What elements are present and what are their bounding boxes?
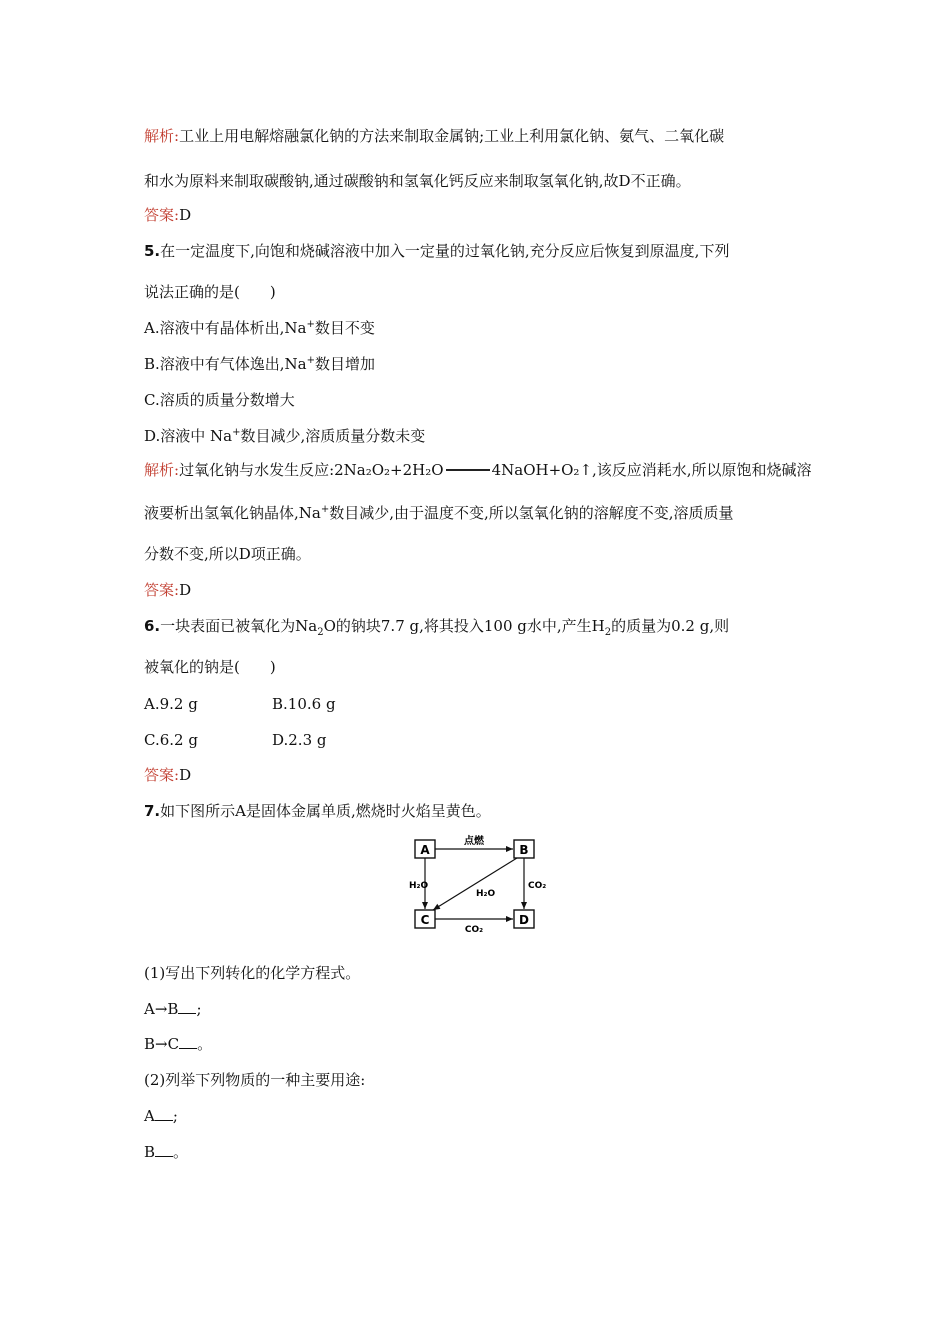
option-text: B.溶液中有气体逸出,Na: [144, 355, 307, 373]
analysis-label: 解析:: [144, 461, 180, 479]
q4-answer: [144, 205, 191, 225]
answer-value: D: [179, 766, 192, 784]
q6-option-c: C.6.2 g: [144, 731, 198, 749]
q7-sub2: (2)列举下列物质的一种主要用途:: [144, 1071, 366, 1089]
q5-stem-line1: [144, 241, 729, 261]
q5-stem-line2: 说法正确的是( ): [144, 283, 276, 301]
substance-label: A: [144, 1107, 155, 1125]
q5-analysis-line1: [144, 460, 812, 480]
equation-left: 2Na₂O₂+2H₂O: [334, 461, 444, 479]
option-sup: +: [306, 355, 316, 366]
answer-blank[interactable]: [178, 999, 196, 1014]
option-sup: +: [306, 319, 315, 330]
punctuation: 。: [173, 1143, 189, 1161]
question-number: 6.: [144, 617, 161, 635]
answer-blank[interactable]: [155, 1142, 173, 1157]
q7-sub1-a: [144, 999, 202, 1019]
option-text: C.溶质的质量分数增大: [144, 391, 295, 409]
q6-answer: [144, 765, 191, 785]
answer-value: D: [179, 581, 192, 599]
q5-option-c: [144, 390, 295, 410]
q4-analysis-line2: 和水为原料来制取碳酸钠,通过碳酸钠和氢氧化钙反应来制取氢氧化钠,故D不正确。: [144, 172, 691, 190]
question-number: 5.: [144, 242, 161, 260]
q5-analysis-line3: 分数不变,所以D项正确。: [144, 545, 311, 563]
node-b: [514, 840, 534, 858]
question-text: 在一定温度下,向饱和烧碱溶液中加入一定量的过氧化钠,充分反应后恢复到原温度,下列: [160, 242, 730, 260]
analysis-sup: +: [320, 504, 330, 515]
q6-stem-line2: 被氧化的钠是( ): [144, 658, 276, 676]
option-text: 数目不变: [314, 319, 375, 337]
option-text: 数目减少,溶质质量分数未变: [240, 427, 426, 445]
option-sup: +: [232, 427, 241, 438]
q5-option-d: [144, 426, 425, 446]
conversion-label: B→C: [144, 1035, 180, 1053]
label-ignite: 点燃: [464, 836, 484, 847]
node-c: [415, 910, 435, 928]
answer-value: D: [179, 206, 192, 224]
q7-sub2-b: [144, 1142, 188, 1162]
node-a-label: A: [420, 843, 430, 857]
analysis-text: 过氧化钠与水发生反应:: [179, 461, 335, 479]
punctuation: ;: [196, 1000, 202, 1018]
q6-option-d: D.2.3 g: [272, 731, 327, 749]
node-b-label: B: [519, 843, 529, 857]
question-text: O的钠块7.7 g,将其投入100 g水中,产生H: [323, 617, 605, 635]
q5-option-a: [144, 318, 375, 338]
node-a: [415, 840, 435, 858]
equation-equals-line: [446, 469, 490, 471]
reaction-diagram: [404, 830, 554, 934]
question-text: 一块表面已被氧化为Na: [160, 617, 318, 635]
label-water-ac: H₂O: [409, 881, 429, 891]
answer-label: 答案:: [144, 206, 180, 224]
analysis-text: ,该反应消耗水,所以原饱和烧碱溶: [592, 461, 812, 479]
node-d: [514, 910, 534, 928]
question-text: 的质量为0.2 g,则: [611, 617, 730, 635]
q7-stem: [144, 801, 491, 821]
analysis-label: 解析:: [144, 127, 180, 145]
q5-answer: [144, 580, 191, 600]
option-text: D.溶液中 Na: [144, 427, 233, 445]
q6-option-b: B.10.6 g: [272, 695, 336, 713]
node-c-label: C: [420, 913, 430, 927]
analysis-text: 工业上用电解熔融氯化钠的方法来制取金属钠;工业上利用氯化钠、氨气、二氧化碳: [179, 127, 725, 145]
label-co2-bd: CO₂: [528, 881, 547, 891]
punctuation: ;: [172, 1107, 178, 1125]
option-text: A.溶液中有晶体析出,Na: [144, 319, 307, 337]
answer-blank[interactable]: [179, 1034, 197, 1049]
q7-sub1-b: [144, 1034, 212, 1054]
punctuation: 。: [197, 1035, 213, 1053]
conversion-label: A→B: [144, 1000, 179, 1018]
question-text: 如下图所示A是固体金属单质,燃烧时火焰呈黄色。: [160, 802, 491, 820]
analysis-text: 液要析出氢氧化钠晶体,Na: [144, 504, 321, 522]
answer-blank[interactable]: [155, 1106, 173, 1121]
q5-option-b: [144, 354, 375, 374]
q7-sub1: (1)写出下列转化的化学方程式。: [144, 964, 361, 982]
node-d-label: D: [519, 913, 529, 927]
subscript: 2: [317, 627, 324, 638]
analysis-text: 数目减少,由于温度不变,所以氢氧化钠的溶解度不变,溶质质量: [329, 504, 734, 522]
q5-analysis-line2: [144, 503, 734, 523]
question-number: 7.: [144, 802, 161, 820]
substance-label: B: [144, 1143, 156, 1161]
answer-label: 答案:: [144, 766, 180, 784]
label-co2-cd: CO₂: [464, 925, 484, 934]
equation-right: 4NaOH+O₂↑: [491, 461, 593, 479]
label-water-bc: H₂O: [476, 889, 496, 899]
subscript: 2: [604, 627, 612, 638]
arrow-b-to-c: [433, 858, 517, 910]
q4-analysis-line1: [144, 126, 724, 146]
q6-stem-line1: [144, 616, 729, 636]
q7-sub2-a: [144, 1106, 178, 1126]
answer-label: 答案:: [144, 581, 180, 599]
q6-option-a: A.9.2 g: [144, 695, 198, 713]
option-text: 数目增加: [315, 355, 376, 373]
